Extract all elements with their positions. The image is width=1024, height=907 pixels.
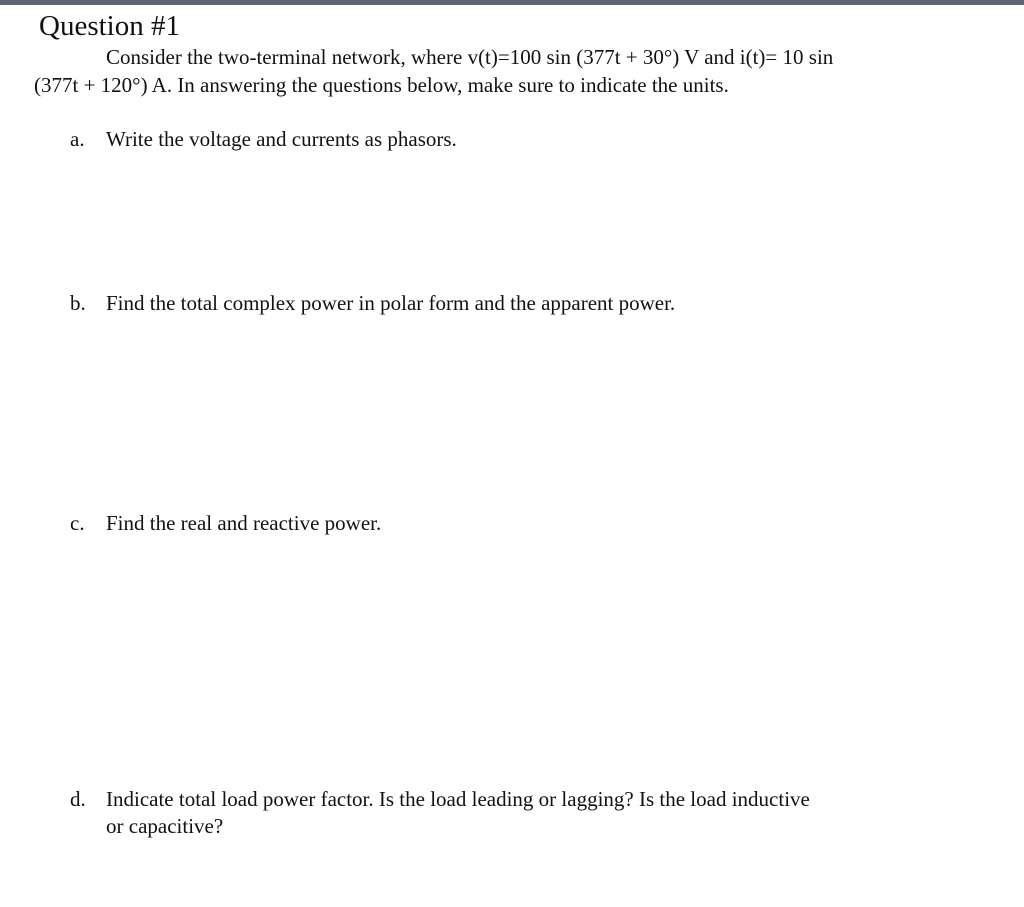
question-part-b (70, 290, 870, 317)
list-marker: d. (70, 787, 86, 811)
question-part-d (70, 786, 870, 840)
question-part-c (70, 510, 870, 537)
question-intro-line-2: (377t + 120°) A. In answering the questions below, make sure to indicate the units. (34, 73, 729, 97)
question-intro-line-1: Consider the two-terminal network, where v(t)=100 sin (377t + 30°) V and i(t)= 10 sin (106, 45, 834, 69)
list-marker: c. (70, 511, 85, 535)
question-part-text: Find the real and reactive power. (106, 511, 382, 535)
question-part-a (70, 126, 870, 153)
question-part-text: Write the voltage and currents as phasors. (106, 127, 457, 151)
question-intro (34, 43, 994, 99)
question-title: Question #1 (39, 10, 180, 42)
list-marker: a. (70, 127, 85, 151)
document-page (0, 5, 1024, 907)
question-part-text: Find the total complex power in polar form and the apparent power. (106, 291, 676, 315)
question-part-text: Indicate total load power factor. Is the load leading or lagging? Is the load inductive or capacitive? (106, 787, 810, 838)
list-marker: b. (70, 291, 86, 315)
